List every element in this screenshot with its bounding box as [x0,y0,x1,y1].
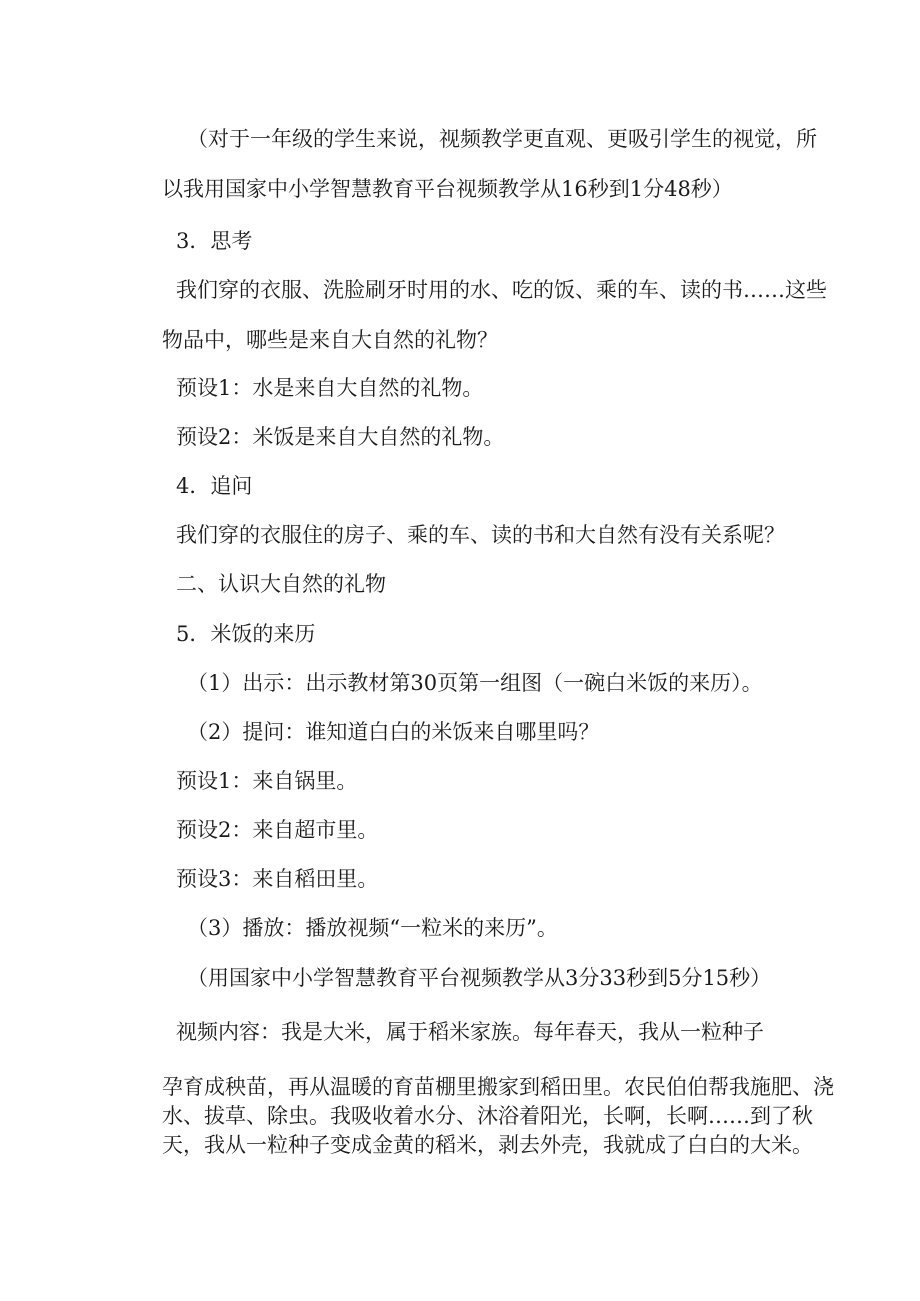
paragraph-line: 我们穿的衣服、洗脸刷牙时用的水、吃的饭、乘的车、读的书……这些 [176,278,827,302]
paragraph-line: 孕育成秧苗，再从温暖的育苗棚里搬家到稻田里。农民伯伯帮我施肥、浇 [162,1075,834,1099]
section-heading: 3．思考 [176,229,253,253]
paragraph-line: 预设2：来自超市里。 [176,818,379,842]
paragraph-line: 天，我从一粒种子变成金黄的稻米，剥去外壳，我就成了白白的大米。 [162,1133,813,1157]
section-heading: 5．米饭的来历 [176,622,316,646]
paragraph-line: （3）播放：播放视频“一粒米的来历”。 [187,916,558,940]
paragraph-line: 视频内容：我是大米，属于稻米家族。每年春天，我从一粒种子 [176,1020,764,1044]
paragraph-line: 预设3：来自稻田里。 [176,867,379,891]
paragraph-line: 预设1：来自锅里。 [176,769,358,793]
paragraph-line: 以我用国家中小学智慧教育平台视频教学从16秒到1分48秒） [162,177,733,201]
paragraph-line: 物品中，哪些是来自大自然的礼物？ [162,328,498,352]
section-heading: 4．追问 [176,474,253,498]
paragraph-line: （2）提问：谁知道白白的米饭来自哪里吗？ [187,720,600,744]
paragraph-line: 预设1：水是来自大自然的礼物。 [176,376,484,400]
paragraph-line: 我们穿的衣服住的房子、乘的车、读的书和大自然有没有关系呢？ [176,523,785,547]
paragraph-line: （对于一年级的学生来说，视频教学更直观、更吸引学生的视觉，所 [187,127,817,151]
section-heading: 二、认识大自然的礼物 [176,572,386,596]
paragraph-line: （用国家中小学智慧教育平台视频教学从3分33秒到5分15秒） [187,966,772,990]
paragraph-line: （1）出示：出示教材第30页第一组图（一碗白米饭的来历）。 [187,671,763,695]
paragraph-line: 水、拔草、除虫。我吸收着水分、沐浴着阳光，长啊，长啊……到了秋 [162,1104,813,1128]
paragraph-line: 预设2：米饭是来自大自然的礼物。 [176,425,505,449]
